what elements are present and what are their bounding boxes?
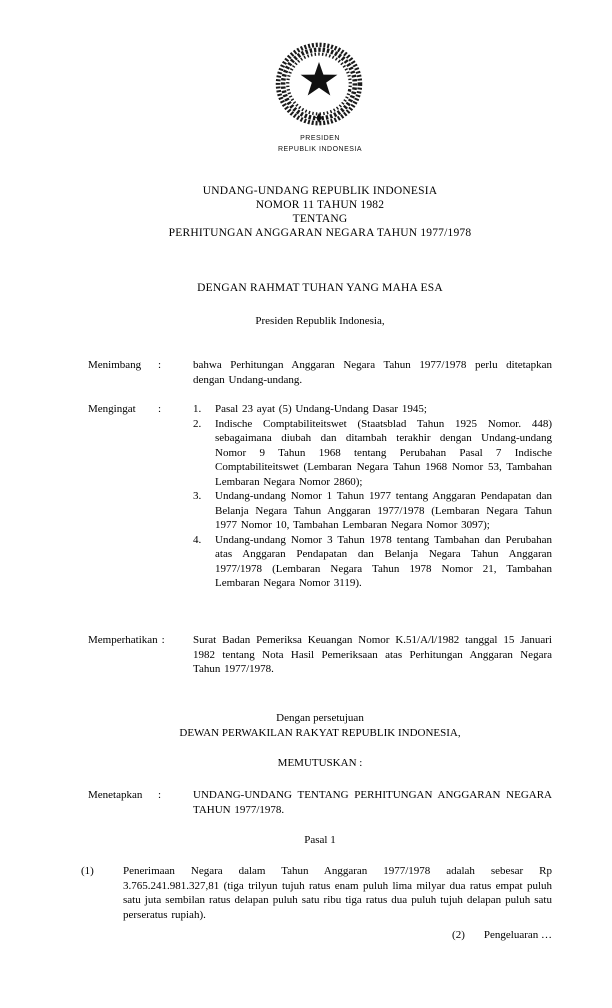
- clause-number: (1): [81, 865, 94, 877]
- agreement-line-2: DEWAN PERWAKILAN RAKYAT REPUBLIK INDONESIA,: [179, 726, 461, 739]
- clause-label-text: Memperhatikan: [88, 634, 158, 646]
- list-item: [193, 533, 552, 591]
- clause-label: Menetapkan: [88, 789, 143, 801]
- clause-menimbang: [88, 358, 552, 387]
- title-line-4: PERHITUNGAN ANGGARAN NEGARA TAHUN 1977/1978: [168, 227, 472, 239]
- clause-label: Menimbang: [88, 359, 142, 371]
- title-line-1: UNDANG-UNDANG REPUBLIK INDONESIA: [202, 185, 438, 197]
- document-title: [88, 184, 552, 240]
- agreement-line-1: Dengan persetujuan: [276, 712, 364, 724]
- title-line-2: NOMOR 11 TAHUN 1982: [255, 199, 385, 211]
- invocation-line: DENGAN RAHMAT TUHAN YANG MAHA ESA: [197, 282, 443, 294]
- title-line-3: TENTANG: [292, 213, 348, 225]
- clause-colon: :: [158, 403, 162, 415]
- clause-label: Mengingat: [88, 403, 136, 415]
- clause-memperhatikan: [88, 633, 552, 677]
- clause-colon: :: [158, 789, 162, 801]
- list-item-number: 4.: [193, 533, 202, 546]
- catchword-line: [88, 928, 552, 943]
- catchword-text: Pengeluaran …: [483, 929, 552, 941]
- letterhead-republik-indonesia: REPUBLIK INDONESIA: [277, 146, 363, 153]
- decision-heading: MEMUTUSKAN :: [277, 757, 363, 769]
- list-item: [193, 489, 552, 533]
- clause-label: [88, 633, 193, 648]
- list-item-text: Pasal 23 ayat (5) Undang-Undang Dasar 1945;: [215, 403, 427, 415]
- list-item: [193, 417, 552, 490]
- list-item-text: Indische Comptabiliteitswet (Staatsblad Tahun 1925 Nomor. 448) sebagaimana diubah dan ditambah terakhir dengan Undang-undang Nomor 9 Tahun 1968 tentang Perubahan Pasal 7 Indische Comptabiliteitswet (Lembaran Negara Tahun 1968 Nomor 53, Tambahan Lembaran Negara Nomor 2860);: [215, 417, 552, 488]
- letterhead-presiden: PRESIDEN: [300, 135, 340, 142]
- clause-colon: :: [161, 634, 165, 646]
- agreement-block: [88, 711, 552, 740]
- letterhead: [88, 133, 552, 155]
- clause-text: Surat Badan Pemeriksa Keuangan Nomor K.51/A/l/1982 tanggal 15 Januari 1982 tentang Nota Hasil Pemeriksaan atas Perhitungan Anggaran Negara Tahun 1977/1978.: [193, 634, 552, 675]
- list-item-number: 3.: [193, 490, 202, 502]
- list-item-text: Undang-undang Nomor 1 Tahun 1977 tentang Anggaran Pendapatan dan Belanja Negara Tahun Anggaran 1977/1978 (Lembaran Negara Tahun 1977 Nomor 10, Tambahan Lembaran Negara Nomor 3097);: [215, 490, 552, 531]
- clause-text: UNDANG-UNDANG TENTANG PERHITUNGAN ANGGARAN NEGARA TAHUN 1977/1978.: [193, 789, 552, 816]
- list-item: [193, 402, 552, 417]
- clause-colon: :: [158, 359, 162, 371]
- presidential-seal-icon: [273, 40, 365, 128]
- article-heading: Pasal 1: [304, 834, 336, 846]
- list-item-number: 2.: [193, 417, 202, 430]
- seal-svg: [273, 40, 365, 128]
- clause-list: [193, 402, 552, 591]
- catchword-number: (2): [452, 929, 465, 941]
- star-icon: [301, 62, 338, 95]
- clause-mengingat: [88, 402, 552, 591]
- list-item-number: 1.: [193, 403, 202, 415]
- clause-menetapkan: [88, 788, 552, 817]
- issuer-line: Presiden Republik Indonesia,: [255, 315, 385, 327]
- article-clause-1: [81, 864, 552, 922]
- list-item-text: Undang-undang Nomor 3 Tahun 1978 tentang Tambahan dan Perubahan atas Anggaran Pendapatan dan Belanja Negara Tahun Anggaran 1977/1978 (Lembaran Negara Tahun 1978 Nomor 21, Tambahan Lembaran Negara Nomor 3119).: [215, 533, 552, 589]
- clause-text: bahwa Perhitungan Anggaran Negara Tahun 1977/1978 perlu ditetapkan dengan Undang-undang.: [193, 359, 552, 386]
- clause-body: Penerimaan Negara dalam Tahun Anggaran 1977/1978 adalah sebesar Rp 3.765.241.981.327,81 (tiga trilyun tujuh ratus enam puluh lima milyar dua ratus empat puluh satu juta sembilan ratus delapan puluh satu ribu tiga ratus dua puluh tujuh delapan puluh satu perseratus rupiah).: [123, 865, 552, 921]
